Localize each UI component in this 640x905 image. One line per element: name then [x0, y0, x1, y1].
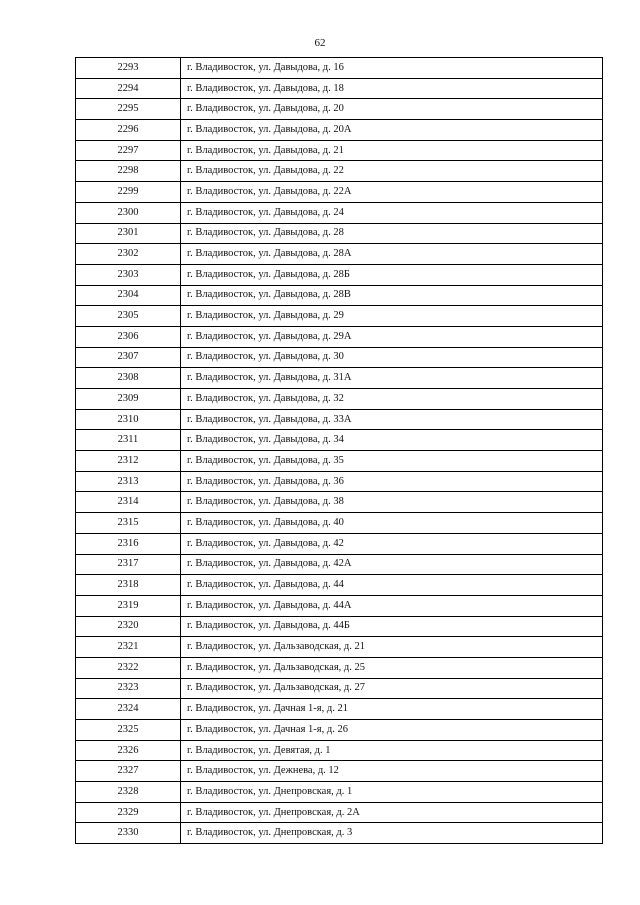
row-number-cell: 2293 — [76, 58, 181, 79]
address-cell: г. Владивосток, ул. Дальзаводская, д. 21 — [181, 637, 603, 658]
address-cell: г. Владивосток, ул. Давыдова, д. 21 — [181, 140, 603, 161]
row-number-cell: 2321 — [76, 637, 181, 658]
table-row — [76, 802, 603, 823]
address-cell: г. Владивосток, ул. Давыдова, д. 16 — [181, 58, 603, 79]
address-cell: г. Владивосток, ул. Давыдова, д. 44А — [181, 595, 603, 616]
address-cell: г. Владивосток, ул. Давыдова, д. 42 — [181, 533, 603, 554]
address-cell: г. Владивосток, ул. Давыдова, д. 40 — [181, 513, 603, 534]
row-number-cell: 2306 — [76, 326, 181, 347]
table-row — [76, 182, 603, 203]
row-number-cell: 2330 — [76, 823, 181, 844]
row-number-cell: 2311 — [76, 430, 181, 451]
table-row — [76, 368, 603, 389]
address-cell: г. Владивосток, ул. Дальзаводская, д. 25 — [181, 657, 603, 678]
row-number-cell: 2320 — [76, 616, 181, 637]
table-row — [76, 326, 603, 347]
row-number-cell: 2326 — [76, 740, 181, 761]
row-number-cell: 2299 — [76, 182, 181, 203]
table-row — [76, 202, 603, 223]
table-row — [76, 78, 603, 99]
address-cell: г. Владивосток, ул. Днепровская, д. 1 — [181, 782, 603, 803]
address-cell: г. Владивосток, ул. Давыдова, д. 20А — [181, 120, 603, 141]
address-cell: г. Владивосток, ул. Давыдова, д. 28А — [181, 244, 603, 265]
table-row — [76, 58, 603, 79]
table-row — [76, 264, 603, 285]
address-cell: г. Владивосток, ул. Давыдова, д. 38 — [181, 492, 603, 513]
row-number-cell: 2309 — [76, 389, 181, 410]
address-cell: г. Владивосток, ул. Днепровская, д. 2А — [181, 802, 603, 823]
row-number-cell: 2324 — [76, 699, 181, 720]
table-row — [76, 637, 603, 658]
table-row — [76, 244, 603, 265]
row-number-cell: 2300 — [76, 202, 181, 223]
address-cell: г. Владивосток, ул. Давыдова, д. 33А — [181, 409, 603, 430]
row-number-cell: 2294 — [76, 78, 181, 99]
table-row — [76, 492, 603, 513]
row-number-cell: 2308 — [76, 368, 181, 389]
row-number-cell: 2304 — [76, 285, 181, 306]
address-cell: г. Владивосток, ул. Давыдова, д. 29А — [181, 326, 603, 347]
address-cell: г. Владивосток, ул. Давыдова, д. 22 — [181, 161, 603, 182]
table-row — [76, 740, 603, 761]
table-row — [76, 595, 603, 616]
address-cell: г. Владивосток, ул. Дачная 1-я, д. 21 — [181, 699, 603, 720]
address-cell: г. Владивосток, ул. Давыдова, д. 28В — [181, 285, 603, 306]
address-cell: г. Владивосток, ул. Давыдова, д. 34 — [181, 430, 603, 451]
address-cell: г. Владивосток, ул. Давыдова, д. 22А — [181, 182, 603, 203]
row-number-cell: 2301 — [76, 223, 181, 244]
page-number: 62 — [314, 37, 326, 49]
row-number-cell: 2318 — [76, 575, 181, 596]
address-cell: г. Владивосток, ул. Давыдова, д. 44 — [181, 575, 603, 596]
row-number-cell: 2328 — [76, 782, 181, 803]
table-row — [76, 120, 603, 141]
row-number-cell: 2327 — [76, 761, 181, 782]
table-row — [76, 616, 603, 637]
table-row — [76, 140, 603, 161]
table-row — [76, 782, 603, 803]
address-cell: г. Владивосток, ул. Дальзаводская, д. 27 — [181, 678, 603, 699]
row-number-cell: 2303 — [76, 264, 181, 285]
address-cell: г. Владивосток, ул. Давыдова, д. 28 — [181, 223, 603, 244]
row-number-cell: 2307 — [76, 347, 181, 368]
row-number-cell: 2296 — [76, 120, 181, 141]
table-row — [76, 430, 603, 451]
address-cell: г. Владивосток, ул. Давыдова, д. 36 — [181, 471, 603, 492]
address-cell: г. Владивосток, ул. Давыдова, д. 29 — [181, 306, 603, 327]
table-row — [76, 513, 603, 534]
address-cell: г. Владивосток, ул. Давыдова, д. 20 — [181, 99, 603, 120]
address-cell: г. Владивосток, ул. Давыдова, д. 28Б — [181, 264, 603, 285]
table-row — [76, 306, 603, 327]
row-number-cell: 2325 — [76, 720, 181, 741]
row-number-cell: 2323 — [76, 678, 181, 699]
table-row — [76, 823, 603, 844]
address-table-body — [76, 58, 603, 844]
table-row — [76, 223, 603, 244]
row-number-cell: 2295 — [76, 99, 181, 120]
row-number-cell: 2297 — [76, 140, 181, 161]
address-cell: г. Владивосток, ул. Давыдова, д. 35 — [181, 451, 603, 472]
address-cell: г. Владивосток, ул. Дачная 1-я, д. 26 — [181, 720, 603, 741]
table-row — [76, 678, 603, 699]
row-number-cell: 2298 — [76, 161, 181, 182]
row-number-cell: 2317 — [76, 554, 181, 575]
table-row — [76, 451, 603, 472]
address-cell: г. Владивосток, ул. Давыдова, д. 24 — [181, 202, 603, 223]
address-cell: г. Владивосток, ул. Давыдова, д. 31А — [181, 368, 603, 389]
address-cell: г. Владивосток, ул. Давыдова, д. 44Б — [181, 616, 603, 637]
table-row — [76, 533, 603, 554]
row-number-cell: 2312 — [76, 451, 181, 472]
table-row — [76, 347, 603, 368]
row-number-cell: 2305 — [76, 306, 181, 327]
row-number-cell: 2329 — [76, 802, 181, 823]
row-number-cell: 2315 — [76, 513, 181, 534]
row-number-cell: 2302 — [76, 244, 181, 265]
row-number-cell: 2316 — [76, 533, 181, 554]
table-row — [76, 699, 603, 720]
row-number-cell: 2319 — [76, 595, 181, 616]
address-table — [75, 57, 603, 844]
address-cell: г. Владивосток, ул. Давыдова, д. 18 — [181, 78, 603, 99]
address-cell: г. Владивосток, ул. Давыдова, д. 42А — [181, 554, 603, 575]
table-row — [76, 99, 603, 120]
table-row — [76, 554, 603, 575]
row-number-cell: 2313 — [76, 471, 181, 492]
row-number-cell: 2322 — [76, 657, 181, 678]
table-row — [76, 389, 603, 410]
table-row — [76, 657, 603, 678]
table-row — [76, 720, 603, 741]
row-number-cell: 2314 — [76, 492, 181, 513]
table-row — [76, 575, 603, 596]
address-cell: г. Владивосток, ул. Девятая, д. 1 — [181, 740, 603, 761]
table-row — [76, 409, 603, 430]
address-cell: г. Владивосток, ул. Дежнева, д. 12 — [181, 761, 603, 782]
address-cell: г. Владивосток, ул. Днепровская, д. 3 — [181, 823, 603, 844]
table-row — [76, 285, 603, 306]
table-row — [76, 161, 603, 182]
row-number-cell: 2310 — [76, 409, 181, 430]
address-cell: г. Владивосток, ул. Давыдова, д. 32 — [181, 389, 603, 410]
address-cell: г. Владивосток, ул. Давыдова, д. 30 — [181, 347, 603, 368]
table-row — [76, 761, 603, 782]
table-row — [76, 471, 603, 492]
